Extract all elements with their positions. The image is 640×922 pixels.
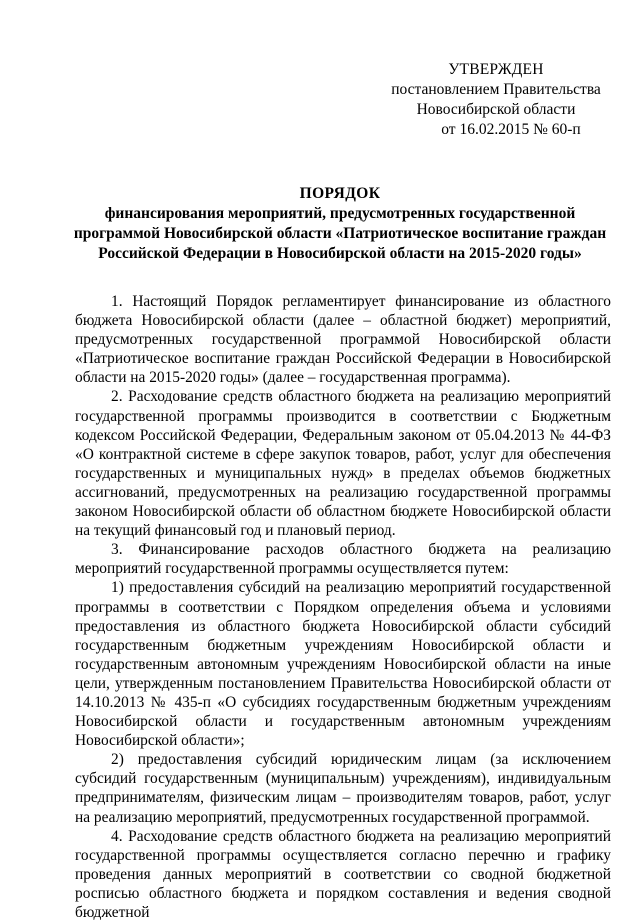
approval-heading: УТВЕРЖДЕН	[448, 61, 544, 78]
document-body	[75, 292, 611, 922]
paragraph-1: 1. Настоящий Порядок регламентирует финансирование из областного бюджета Новосибирской области (далее – областной бюджет) мероприятий, предусмотренных государственной программой Новосибирской области «Патриотическое воспитание граждан Российской Федерации в Новосибирской области на 2015-2020 годы» (далее – государственная программа).	[75, 293, 611, 387]
paragraph-3: 3. Финансирование расходов областного бюджета на реализацию мероприятий государственной программы осуществляется путем:	[75, 541, 611, 578]
paragraph-3-item-1: 1) предоставления субсидий на реализацию мероприятий государственной программы в соответствии с Порядком определения объема и условиями предоставления из областного бюджета Новосибирской области субсидий государственным бюджетным учреждениям Новосибирской области и государственным автономным учреждениям Новосибирской области на иные цели, утвержденным постановлением Правительства Новосибирской области от 14.10.2013 № 435-п «О субсидиях государственным бюджетным учреждениям Новосибирской области и государственным автономным учреждениям Новосибирской области»;	[75, 579, 611, 750]
approval-line-date: от 16.02.2015 № 60-п	[441, 121, 581, 138]
approval-line-resolution: постановлением Правительства	[391, 81, 601, 98]
document-title-block	[60, 184, 620, 264]
paragraph-4: 4. Расходование средств областного бюджета на реализацию мероприятий государственной программы осуществляется согласно перечню и графику проведения данных мероприятий в соответствии со сводной бюджетной росписью областного бюджета и порядком составления и ведения сводной бюджетной	[75, 827, 611, 921]
paragraph-3-item-2: 2) предоставления субсидий юридическим лицам (за исключением субсидий государственным (муниципальным) учреждениям), индивидуальным предпринимателям, физическим лицам – производителям товаров, работ, услуг на реализацию мероприятий, предусмотренных государственной программой.	[75, 751, 611, 826]
approval-line-region: Новосибирской области	[416, 101, 576, 118]
approval-stamp	[380, 60, 612, 140]
document-subtitle: финансирования мероприятий, предусмотренных государственной программой Новосибирской области «Патриотическое воспитание граждан Российской Федерации в Новосибирской области на 2015-2020 годы»	[73, 205, 607, 262]
document-title: ПОРЯДОК	[299, 185, 381, 202]
paragraph-2: 2. Расходование средств областного бюджета на реализацию мероприятий государственной программы производится в соответствии с Бюджетным кодексом Российской Федерации, Федеральным законом от 05.04.2013 № 44-ФЗ «О контрактной системе в сфере закупок товаров, работ, услуг для обеспечения государственных и муниципальных нужд» в пределах объемов бюджетных ассигнований, предусмотренных на реализацию государственной программы законом Новосибирской области об областном бюджете Новосибирской области на текущий финансовый год и плановый период.	[75, 388, 611, 540]
